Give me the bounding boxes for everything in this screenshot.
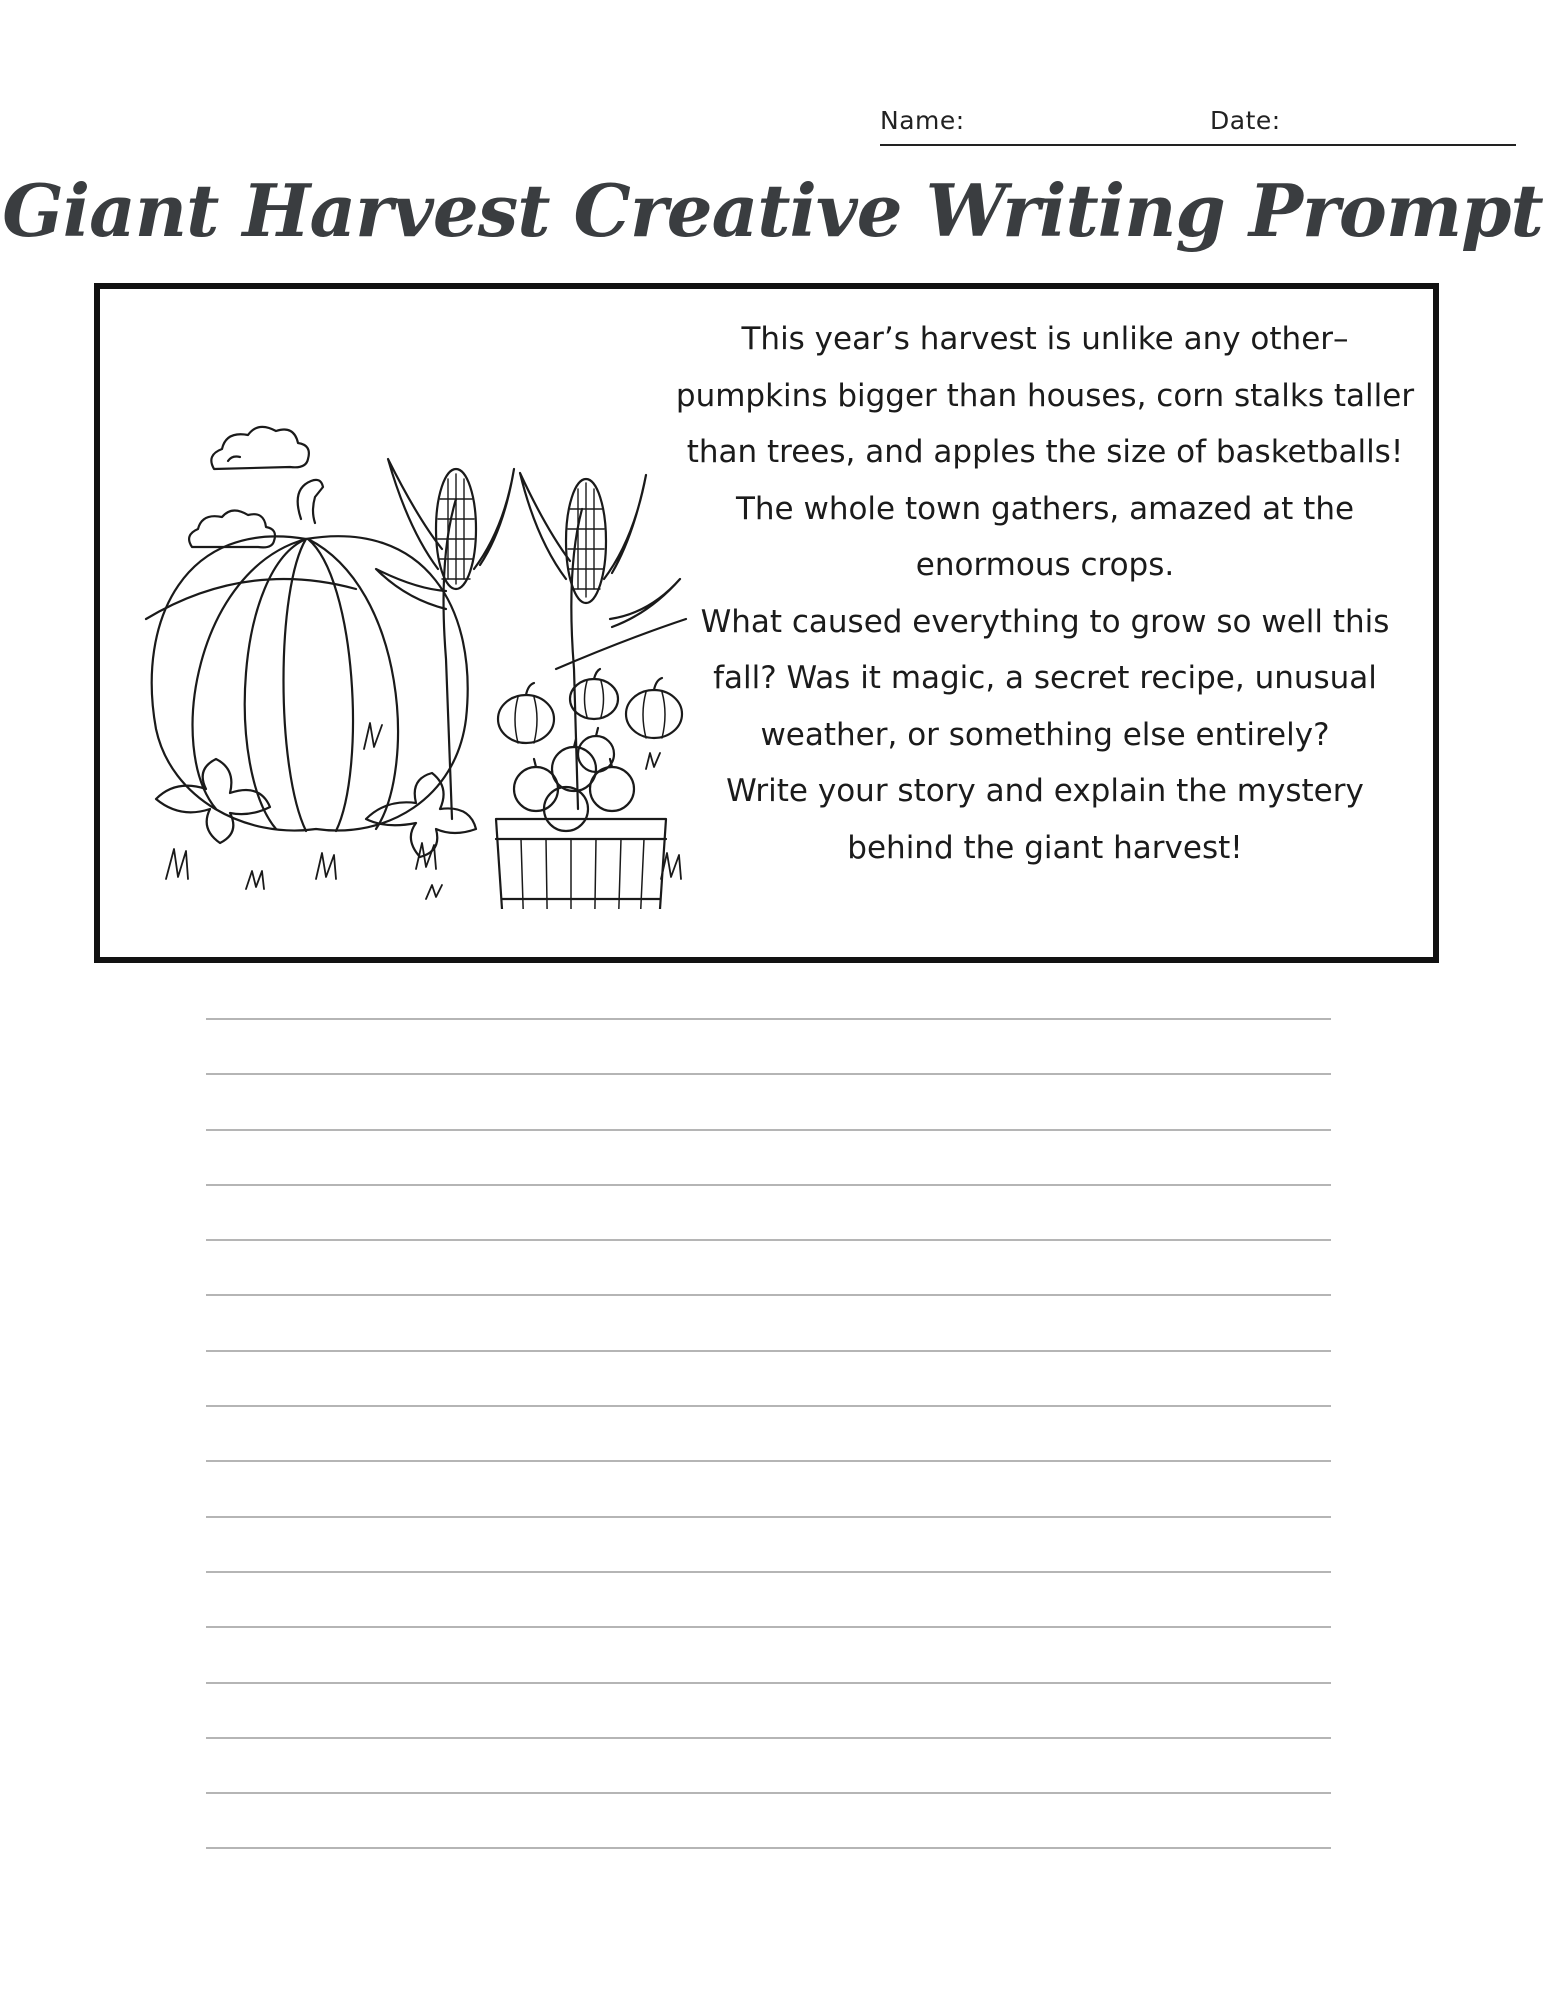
writing-line[interactable] (206, 1294, 1331, 1296)
pumpkin-icon (570, 669, 618, 719)
writing-area[interactable] (206, 1018, 1331, 1903)
cloud-icon (211, 427, 309, 469)
name-label: Name: (880, 106, 965, 135)
writing-line[interactable] (206, 1239, 1331, 1241)
writing-line[interactable] (206, 1405, 1331, 1407)
writing-line[interactable] (206, 1682, 1331, 1684)
writing-line[interactable] (206, 1626, 1331, 1628)
apple-basket-icon (496, 728, 666, 909)
writing-line[interactable] (206, 1184, 1331, 1186)
writing-line[interactable] (206, 1792, 1331, 1794)
writing-line[interactable] (206, 1460, 1331, 1462)
corn-icon (520, 473, 680, 809)
writing-line[interactable] (206, 1847, 1331, 1849)
writing-line[interactable] (206, 1129, 1331, 1131)
name-date-fields (880, 104, 1516, 146)
page-title: Giant Harvest Creative Writing Prompt (2, 168, 1543, 253)
cloud-icon (189, 510, 275, 547)
pumpkin-icon (498, 683, 554, 743)
prompt-paragraph: What caused everything to grow so well this fall? Was it magic, a secret recipe, unusual weather, or something else entirely? (700, 603, 1390, 753)
pumpkin-icon (626, 678, 682, 738)
writing-line[interactable] (206, 1516, 1331, 1518)
writing-line[interactable] (206, 1571, 1331, 1573)
prompt-paragraph: This year’s harvest is unlike any other–pumpkins bigger than houses, corn stalks taller than trees, and apples the size of basketballs! The whole town gathers, amazed at the enormous crops. (675, 321, 1415, 583)
writing-line[interactable] (206, 1350, 1331, 1352)
prompt-paragraph: Write your story and explain the mystery behind the giant harvest! (726, 773, 1364, 866)
pumpkin-icon (152, 480, 476, 857)
writing-line[interactable] (206, 1737, 1331, 1739)
writing-line[interactable] (206, 1018, 1331, 1020)
date-label: Date: (1210, 106, 1281, 135)
prompt-box (94, 283, 1439, 963)
harvest-illustration (126, 369, 696, 909)
writing-line[interactable] (206, 1073, 1331, 1075)
prompt-text (675, 311, 1415, 876)
grass-icon (166, 723, 681, 899)
